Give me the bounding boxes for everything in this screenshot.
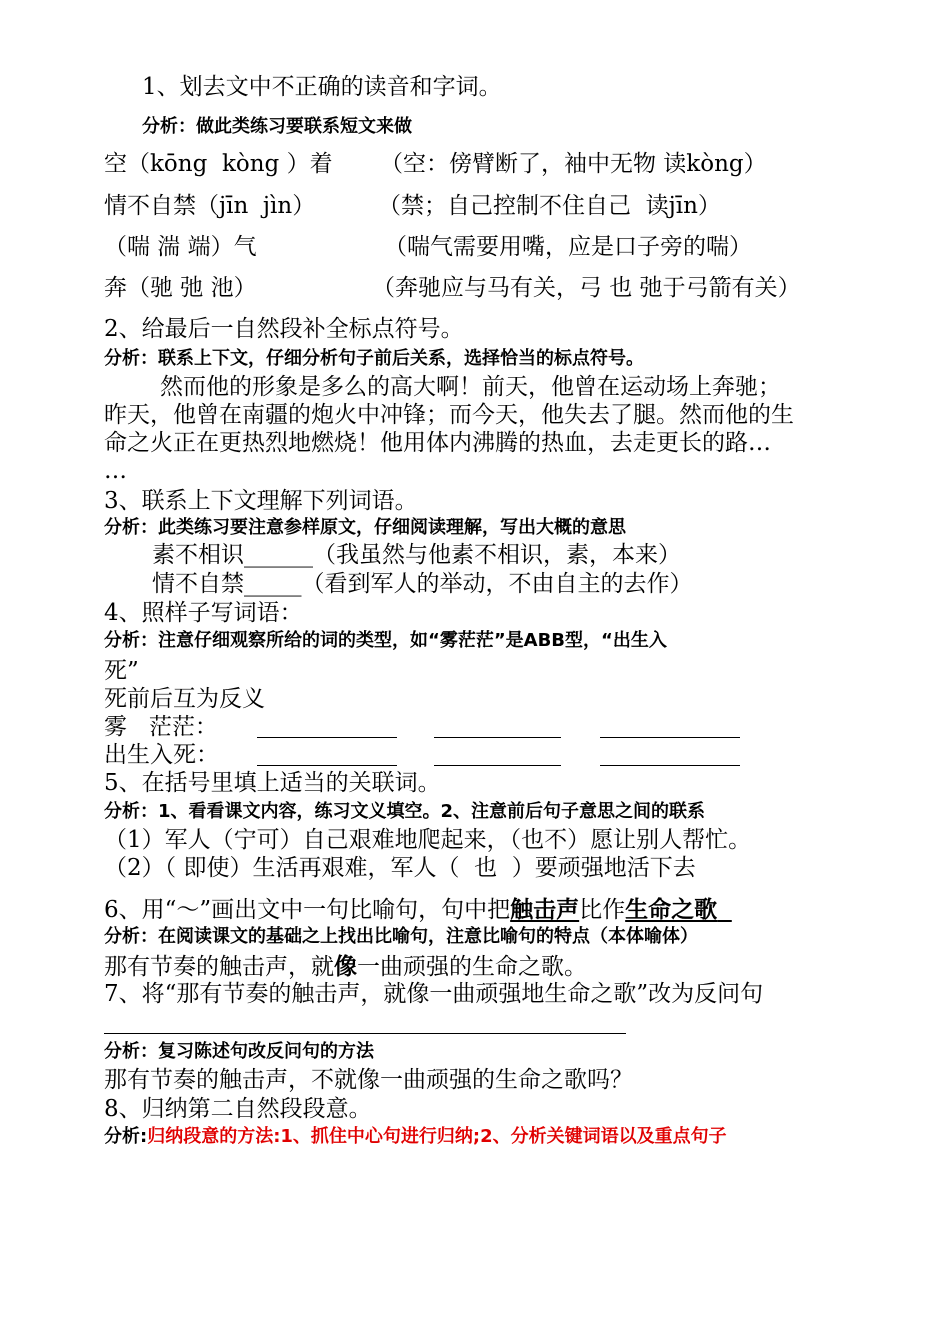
q1-row3-right: （喘气需要用嘴，应是口子旁的喘） bbox=[384, 234, 752, 260]
q4-row1-blank-1[interactable] bbox=[257, 737, 397, 738]
q6-title: 6、用“～”画出文中一句比喻句，句中把触击声比作生命之歌 bbox=[104, 896, 718, 923]
q5-line-1: （1）军人（宁可）自己艰难地爬起来，（也不）愿让别人帮忙。 bbox=[104, 827, 752, 853]
q4-extra: 死前后互为反义 bbox=[104, 686, 265, 712]
q4-analysis-line-1: 分析：注意仔细观察所给的词的类型，如“雾茫茫”是ABB型，“出生入 bbox=[104, 630, 667, 651]
q2-paragraph-line-4: … bbox=[104, 458, 127, 484]
q4-row1-blank-3[interactable] bbox=[600, 737, 740, 738]
q2-paragraph-line-3: 命之火正在更热烈地燃烧！他用体内沸腾的热血，去走更长的路… bbox=[104, 430, 771, 456]
q6-answer: 那有节奏的触击声，就像一曲顽强的生命之歌。 bbox=[104, 953, 587, 980]
q5-analysis: 分析：1、看看课文内容，练习文义填空。2、注意前后句子意思之间的联系 bbox=[104, 801, 706, 822]
q1-row3-left: （喘 湍 端）气 bbox=[104, 234, 257, 260]
q1-row4-right: （奔驰应与马有关，弓 也 弛于弓箭有关） bbox=[372, 275, 801, 301]
q5-line-2: （2）（ 即使）生活再艰难，军人（ 也 ）要顽强地活下去 bbox=[104, 855, 696, 881]
q7-analysis: 分析：复习陈述句改反问句的方法 bbox=[104, 1041, 374, 1062]
q4-row1-label: 雾 茫茫： bbox=[104, 714, 218, 740]
q3-row2-word: 情不自禁 bbox=[152, 571, 244, 597]
q8-analysis: 分析:归纳段意的方法:1、抓住中心句进行归纳;2、分析关键词语以及重点句子 bbox=[104, 1126, 727, 1147]
q8-title: 8、归纳第二自然段段意。 bbox=[104, 1096, 372, 1122]
q8-analysis-method: 归纳段意的方法:1、抓住中心句进行归纳;2、分析关键词语以及重点句子 bbox=[147, 1126, 727, 1147]
q4-row2-blank-3[interactable] bbox=[600, 765, 740, 766]
q3-row2-blank: _____ bbox=[244, 571, 302, 597]
q3-row1-word: 素不相识 bbox=[152, 542, 244, 568]
q4-row2-blank-2[interactable] bbox=[434, 765, 561, 766]
q2-paragraph-line-2: 昨天，他曾在南疆的炮火中冲锋；而今天，他失去了腿。然而他的生 bbox=[104, 402, 794, 428]
q2-paragraph-line-1: 然而他的形象是多么的高大啊！前天，他曾在运动场上奔驰； bbox=[160, 374, 781, 400]
q3-row1 bbox=[152, 544, 681, 567]
q3-row1-note: （我虽然与他素不相识，素，本来） bbox=[313, 542, 681, 568]
q1-title: 1、划去文中不正确的读音和字词。 bbox=[142, 74, 502, 100]
q7-answer-blank[interactable] bbox=[104, 1033, 626, 1034]
q3-row2 bbox=[152, 573, 693, 596]
q4-row2-blank-1[interactable] bbox=[257, 765, 397, 766]
q1-row1-right: （空：傍臂断了，袖中无物 读kòng） bbox=[380, 151, 767, 177]
q4-row1-blank-2[interactable] bbox=[434, 737, 561, 738]
q5-title: 5、在括号里填上适当的关联词。 bbox=[104, 770, 441, 796]
q2-analysis: 分析：联系上下文，仔细分析句子前后关系，选择恰当的标点符号。 bbox=[104, 348, 644, 369]
q6-analysis: 分析：在阅读课文的基础之上找出比喻句，注意比喻句的特点（本体喻体） bbox=[104, 926, 698, 947]
q6-term-shengmingzhige: 生命之歌 bbox=[625, 896, 718, 923]
q7-answer: 那有节奏的触击声，不就像一曲顽强的生命之歌吗？ bbox=[104, 1067, 633, 1093]
q1-row2-left: 情不自禁（jīn jìn） bbox=[104, 193, 316, 219]
q2-title: 2、给最后一自然段补全标点符号。 bbox=[104, 316, 464, 342]
q1-row1-left: 空（kōng kòng ）着 bbox=[104, 151, 333, 177]
q4-title: 4、照样子写词语： bbox=[104, 600, 303, 626]
q4-row2-label: 出生入死： bbox=[104, 742, 219, 768]
q6-term-chujisheng: 触击声 bbox=[510, 896, 580, 923]
q1-analysis: 分析：做此类练习要联系短文来做 bbox=[142, 116, 412, 137]
q3-analysis: 分析：此类练习要注意参样原文，仔细阅读理解，写出大概的意思 bbox=[104, 517, 626, 538]
q1-row4-left: 奔（驰 弛 池） bbox=[104, 275, 257, 301]
q3-title: 3、联系上下文理解下列词语。 bbox=[104, 488, 418, 514]
q6-answer-keyword: 像 bbox=[334, 953, 357, 980]
q3-row2-note: （看到军人的举动，不由自主的去作） bbox=[301, 571, 693, 597]
q4-analysis-line-2: 死” bbox=[104, 658, 139, 684]
q7-title: 7、将“那有节奏的触击声，就像一曲顽强地生命之歌”改为反问句 bbox=[104, 981, 764, 1007]
q1-row2-right: （禁；自己控制不住自己 读jīn） bbox=[378, 193, 721, 219]
q3-row1-blank: ______ bbox=[244, 542, 313, 568]
